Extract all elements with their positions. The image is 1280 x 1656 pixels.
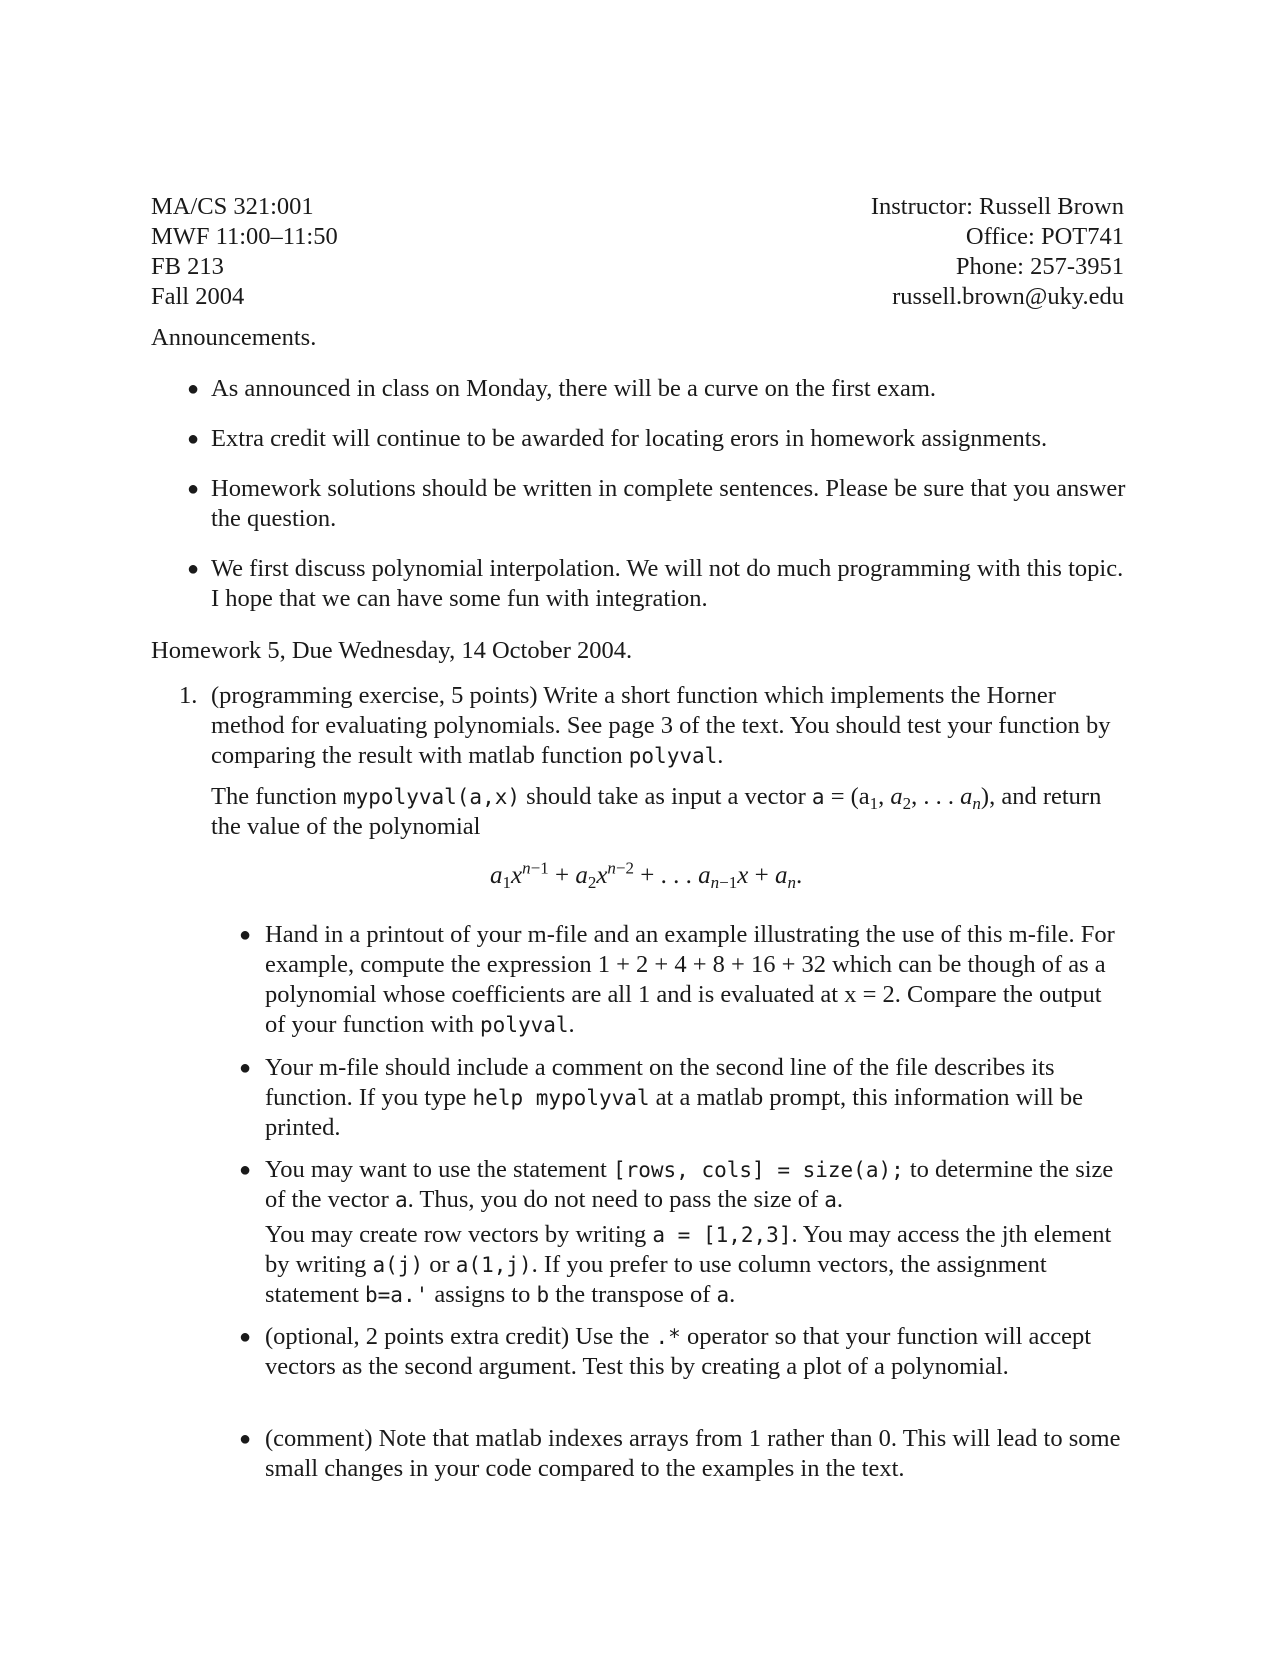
bullet-icon: ● bbox=[239, 1428, 252, 1450]
bullet-icon: ● bbox=[239, 924, 252, 946]
bullet-icon: ● bbox=[187, 378, 200, 400]
announcement-item: ● As announced in class on Monday, there will be a curve on the first exam. bbox=[187, 375, 937, 402]
instructor-name: Instructor: Russell Brown bbox=[870, 193, 1124, 220]
function-description: The function mypolyval(a,x) should take as input a vector $a = (a_1$, $a_2$, . . . $a_n$), and return the value of the polynomial bbox=[211, 783, 1102, 840]
problem-1-text: (programming exercise, 5 points) Write a short function which implements the Horner method for evaluating polynomials. See page 3 of the text. You should test your function by comparing the result with matlab function polyval. bbox=[211, 682, 1111, 769]
bullet-icon: ● bbox=[187, 558, 200, 580]
course-schedule: MWF 11:00–11:50 bbox=[151, 223, 338, 250]
homework-title: Homework 5, Due Wednesday, 14 October 2004. bbox=[151, 637, 633, 664]
list-item-continuation: You may create row vectors by writing a = [1,2,3]. You may access the jth element by writing a(j) or a(1,j). If you prefer to use column vectors, the assignment statement b=a.' assigns to b the transpose of a. bbox=[265, 1221, 1112, 1308]
course-code: MA/CS 321:001 bbox=[151, 193, 314, 220]
announcement-item: ● Extra credit will continue to be awarded for locating erors in homework assignments. bbox=[187, 425, 1048, 452]
instructor-phone: Phone: 257-3951 bbox=[955, 253, 1124, 280]
instructor-office: Office: POT741 bbox=[965, 223, 1124, 250]
bullet-icon: ● bbox=[187, 478, 200, 500]
problem-number: 1. bbox=[179, 682, 198, 709]
announcements-title: Announcements. bbox=[151, 324, 317, 351]
bullet-icon: ● bbox=[187, 428, 200, 450]
instructor-info bbox=[871, 192, 1124, 312]
list-item: ● (comment) Note that matlab indexes arrays from 1 rather than 0. This will lead to some small changes in your code compared to the examples in the text. bbox=[239, 1425, 1121, 1482]
bullet-icon: ● bbox=[239, 1326, 252, 1348]
list-item: ● Your m-file should include a comment on the second line of the file describes its function. If you type help mypolyval at a matlab prompt, this information will be printed. bbox=[239, 1054, 1083, 1141]
list-item: ● (optional, 2 points extra credit) Use the .* operator so that your function will accept vectors as the second argument. Test this by creating a plot of a polynomial. bbox=[239, 1323, 1092, 1380]
course-room: FB 213 bbox=[151, 253, 224, 280]
announcement-item: ● We first discuss polynomial interpolation. We will not do much programming with this topic. I hope that we can have some fun with integration. bbox=[187, 555, 1124, 612]
list-item: ● Hand in a printout of your m-file and an example illustrating the use of this m-file. For example, compute the expression 1 + 2 + 4 + 8 + 16 + 32 which can be though of as a polynomial whose coefficients are all 1 and is evaluated at x = 2. Compare the output of your function with polyval. bbox=[239, 921, 1115, 1038]
instructor-email: russell.brown@uky.edu bbox=[892, 283, 1124, 310]
announcement-item: ● Homework solutions should be written in complete sentences. Please be sure that you answer the question. bbox=[187, 475, 1126, 532]
course-info bbox=[151, 192, 338, 312]
polynomial-equation: $a_1x^{n-1} + a_2x^{n-2}$ + . . . $a_{n-1}x + a_n$. bbox=[490, 858, 803, 893]
list-item: ● You may want to use the statement [rows, cols] = size(a); to determine the size of the vector a. Thus, you do not need to pass the size of a. bbox=[239, 1156, 1114, 1213]
bullet-icon: ● bbox=[239, 1159, 252, 1181]
bullet-icon: ● bbox=[239, 1057, 252, 1079]
course-term: Fall 2004 bbox=[151, 283, 245, 310]
